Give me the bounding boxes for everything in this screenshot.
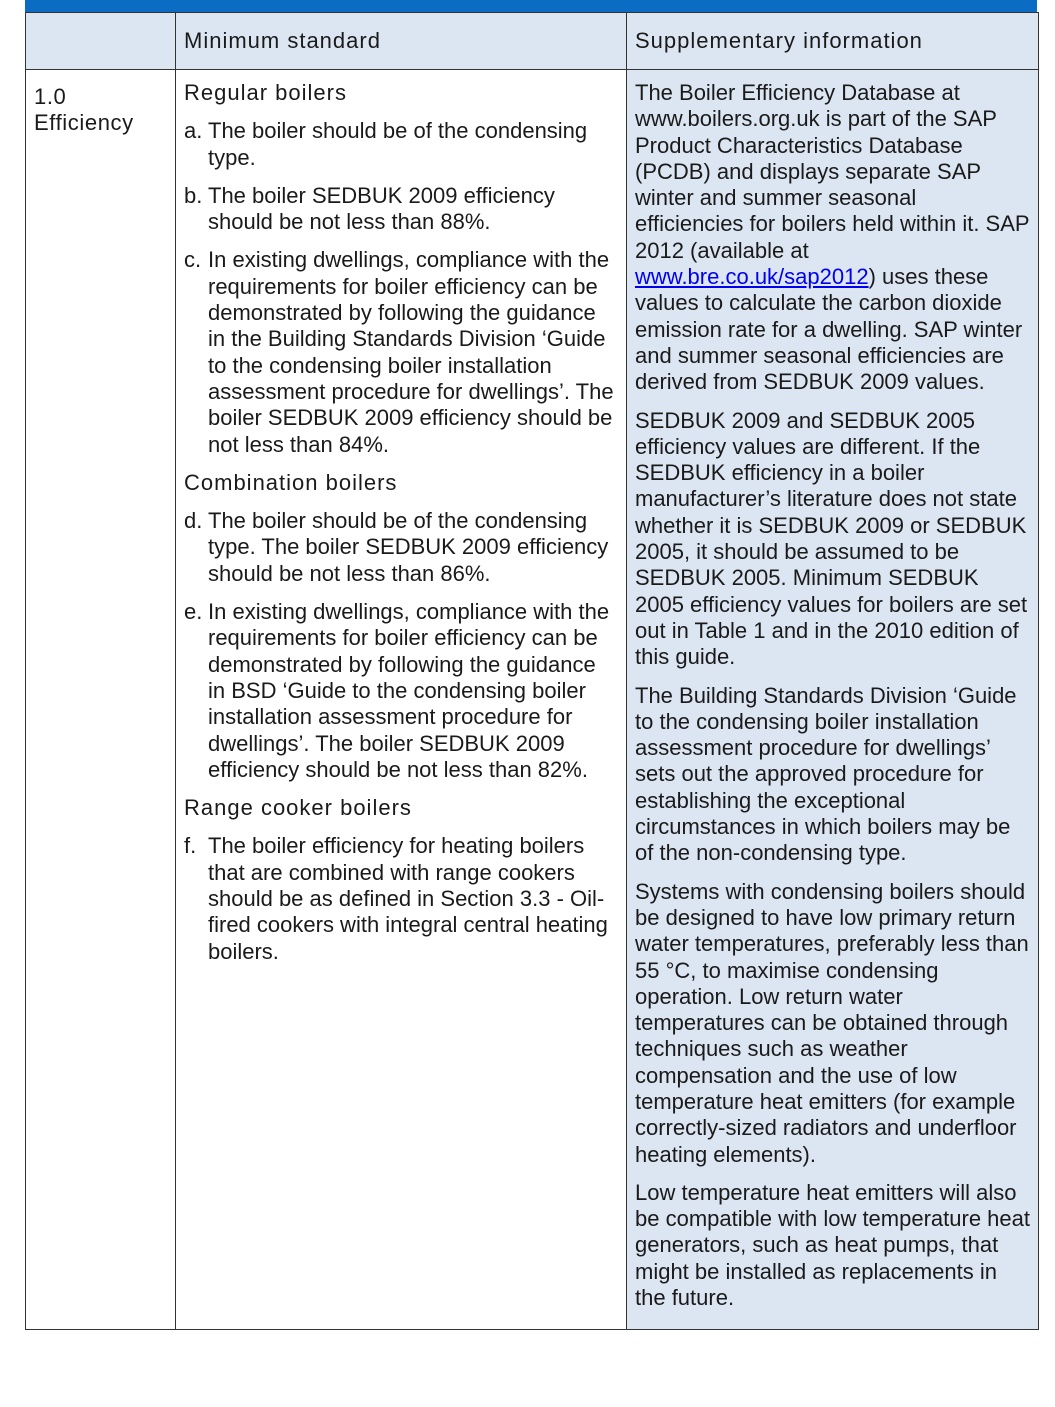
item-text: The boiler SEDBUK 2009 efficiency should be not less than 88%.	[208, 182, 555, 235]
item-text: The boiler should be of the condensing type.	[208, 118, 588, 170]
item-label: e.	[184, 599, 203, 625]
supplementary-information-cell	[627, 70, 1039, 1330]
supplementary-paragraph-5: Low temperature heat emitters will also be compatible with low temperature heat generators, such as heat pumps, that might be installed as replacements in the future.	[635, 1179, 1030, 1311]
list-item	[184, 183, 618, 236]
supplementary-paragraph-4: Systems with condensing boilers should be designed to have low primary return water temperatures, preferably less than 55 °C, to maximise condensing operation. Low return water temperatures can be obtained through techniques such as weather compensation and the use of low temperature heat emitters (for example correctly-sized radiators and underfloor heating elements).	[635, 878, 1029, 1167]
top-color-bar	[25, 0, 1037, 12]
item-label: f.	[184, 833, 197, 859]
list-item	[184, 118, 618, 171]
item-text: In existing dwellings, compliance with the requirements for boiler efficiency can be demonstrated by following the guidance in BSD ‘Guide to the condensing boiler installation assessment procedure for dwellings’. The boiler SEDBUK 2009 efficiency should be not less than 82%.	[208, 599, 610, 782]
section-cell	[26, 70, 176, 1330]
supplementary-paragraph-1	[635, 80, 1030, 396]
list-item	[184, 508, 618, 587]
paragraph-text: ) uses these values to calculate the carbon dioxide emission rate for a dwelling. SAP winter and summer seasonal efficiencies are derived from SEDBUK 2009 values.	[635, 264, 1023, 395]
supplementary-paragraph-3: The Building Standards Division ‘Guide to the condensing boiler installation assessment procedure for dwellings’ sets out the approved procedure for establishing the exceptional circumstances in which boilers may be of the non-condensing type.	[635, 682, 1017, 866]
item-text: The boiler efficiency for heating boilers that are combined with range cookers should be as defined in Section 3.3 - Oil-fired cookers with integral central heating boilers.	[208, 833, 608, 964]
efficiency-table	[25, 12, 1039, 1330]
list-item	[184, 247, 618, 457]
item-text: The boiler should be of the condensing type. The boiler SEDBUK 2009 efficiency should be not less than 86%.	[208, 508, 609, 586]
table-row	[26, 70, 1039, 1330]
section-title: Efficiency	[34, 110, 134, 135]
paragraph-text: The Boiler Efficiency Database at www.boilers.org.uk is part of the SAP Product Characteristics Database (PCDB) and displays separate SAP winter and summer seasonal efficiencies for boilers held within it. SAP 2012 (available at	[635, 80, 1030, 263]
item-label: a.	[184, 118, 203, 144]
list-item	[184, 599, 618, 783]
combination-boilers-heading: Combination boilers	[184, 469, 398, 495]
item-text: In existing dwellings, compliance with the requirements for boiler efficiency can be demonstrated by following the guidance in the Building Standards Division ‘Guide to the condensing boiler installation assessment procedure for dwellings’. The boiler SEDBUK 2009 efficiency should be not less than 84%.	[208, 247, 614, 457]
table-header-row	[26, 13, 1039, 70]
sap2012-link[interactable]: www.bre.co.uk/sap2012	[635, 264, 869, 290]
minimum-standard-cell	[176, 70, 627, 1330]
item-label: c.	[184, 247, 202, 273]
item-label: d.	[184, 508, 203, 534]
item-label: b.	[184, 182, 203, 208]
list-item	[184, 833, 618, 964]
supplementary-paragraph-2: SEDBUK 2009 and SEDBUK 2005 efficiency values are different. If the SEDBUK efficiency in a boiler manufacturer’s literature does not state whether it is SEDBUK 2009 or SEDBUK 2005, it should be assumed to be SEDBUK 2005. Minimum SEDBUK 2005 efficiency values for boilers are set out in Table 1 and in the 2010 edition of this guide.	[635, 407, 1028, 670]
range-cooker-boilers-heading: Range cooker boilers	[184, 795, 412, 821]
section-number: 1.0	[34, 84, 67, 109]
header-cell-section	[26, 13, 176, 70]
header-cell-supplementary-information: Supplementary information	[627, 13, 1039, 70]
regular-boilers-heading: Regular boilers	[184, 80, 347, 105]
header-cell-minimum-standard: Minimum standard	[176, 13, 627, 70]
